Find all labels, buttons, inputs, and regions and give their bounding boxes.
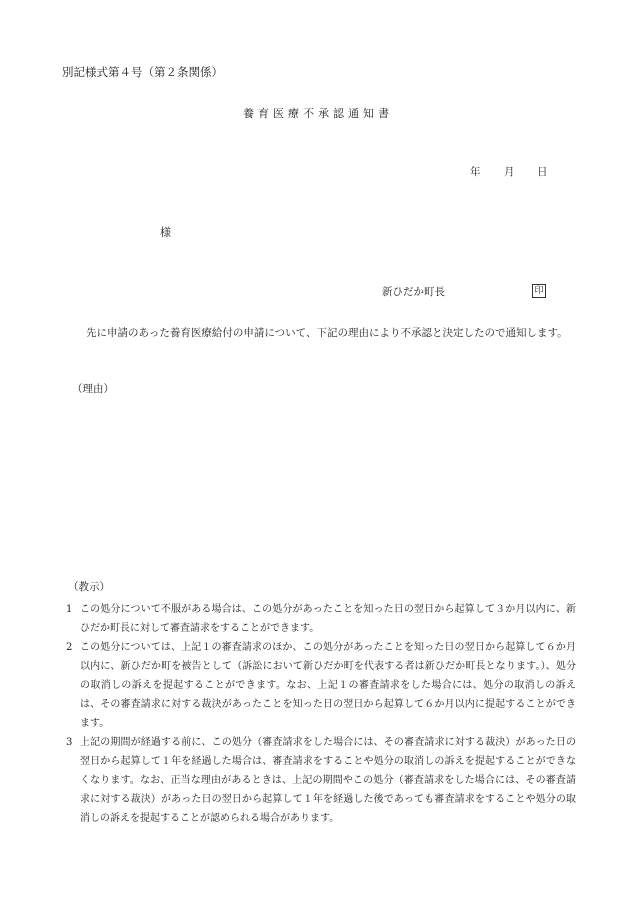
addressee-suffix: 様 bbox=[160, 226, 171, 239]
form-number: 別記様式第４号（第２条関係） bbox=[62, 65, 223, 79]
instruction-list bbox=[66, 600, 576, 828]
instruction-item bbox=[66, 638, 576, 733]
issuer-name: 新ひだか町長 bbox=[382, 286, 445, 298]
instruction-text: この処分について不服がある場合は、この処分があったことを知った日の翌日から起算して３か月以内に、新ひだか町長に対して審査請求をすることができます。 bbox=[80, 604, 576, 634]
date-year-label: 年 bbox=[470, 166, 481, 178]
instruction-text: この処分については、上記１の審査請求のほか、この処分があったことを知った日の翌日から起算して６か月以内に、新ひだか町を被告として（訴訟において新ひだか町を代表する者は新ひだか町長となります。）、処分の取消しの訴えを提起することができます。なお、上記１の審査請求をした場合には、処分の取消しの訴えは、その審査請求に対する裁決があったことを知った日の翌日から起算して６か月以内に提起することができます。 bbox=[80, 642, 576, 729]
notice-body: 先に申請のあった養育医療給付の申請について、下記の理由により不承認と決定したので通知します。 bbox=[86, 327, 568, 339]
instruction-number: 2 bbox=[66, 642, 73, 653]
instruction-heading: （教示） bbox=[68, 581, 110, 593]
date-day-label: 日 bbox=[537, 166, 548, 178]
date-month-label: 月 bbox=[504, 166, 515, 178]
instruction-item bbox=[66, 600, 576, 638]
instruction-item bbox=[66, 733, 576, 828]
reason-label: （理由） bbox=[72, 383, 114, 395]
seal-mark: 印 bbox=[532, 284, 546, 298]
instruction-text: 上記の期間が経過する前に、この処分（審査請求をした場合には、その審査請求に対する裁決）があった日の翌日から起算して１年を経過した場合は、審査請求をすることや処分の取消しの訴えを提起することができなくなります。なお、正当な理由があるときは、上記の期間やこの処分（審査請求をした場合には、その審査請求に対する裁決）があった日の翌日から起算して１年を経過した後であっても審査請求をすることや処分の取消しの訴えを提起することが認められる場合があります。 bbox=[80, 737, 576, 824]
instruction-number: 3 bbox=[66, 737, 73, 748]
instruction-number: 1 bbox=[66, 604, 73, 615]
document-title: 養育医療不承認通知書 bbox=[243, 107, 393, 120]
